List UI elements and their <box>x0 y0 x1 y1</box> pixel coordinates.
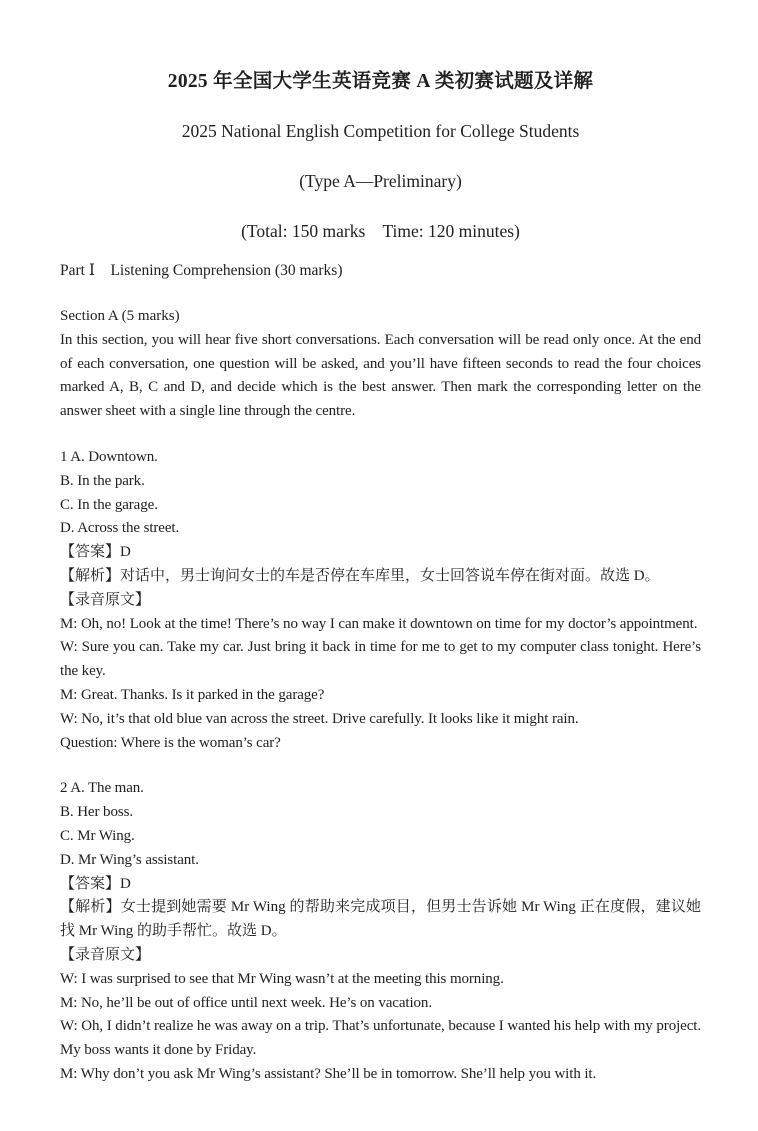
question-2-block <box>60 777 701 1086</box>
part-1-heading: Part Ⅰ Listening Comprehension (30 marks) <box>60 262 343 279</box>
question-2-option-c: C. Mr Wing. <box>60 827 135 844</box>
question-1-option-a: 1 A. Downtown. <box>60 448 158 465</box>
question-2-option-b: B. Her boss. <box>60 804 133 821</box>
transcript-line: M: Oh, no! Look at the time! There’s no way I can make it downtown on time for my doctor’s appointment. <box>60 615 698 632</box>
transcript-line: W: Sure you can. Take my car. Just bring it back in time for me to get to my computer class tonight. Here’s the key. <box>60 639 701 680</box>
document-subtitle: (Type A—Preliminary) <box>299 171 462 191</box>
transcript-line: M: No, he’ll be out of office until next week. He’s on vacation. <box>60 994 432 1011</box>
question-2-answer: 【答案】D <box>60 875 131 892</box>
question-2-analysis: 【解析】女士提到她需要 Mr Wing 的帮助来完成项目，但男士告诉她 Mr Wing 正在度假，建议她找 Mr Wing 的助手帮忙。故选 D。 <box>60 899 701 940</box>
question-2-option-a: 2 A. The man. <box>60 780 144 797</box>
question-1-option-b: B. In the park. <box>60 472 145 489</box>
document-title-english: 2025 National English Competition for College Students <box>181 121 580 141</box>
section-a-heading: Section A (5 marks) <box>60 308 180 324</box>
question-1-option-d: D. Across the street. <box>60 520 180 537</box>
question-1-answer: 【答案】D <box>60 544 131 561</box>
transcript-line: M: Why don’t you ask Mr Wing’s assistant? She’ll be in tomorrow. She’ll help you with it. <box>60 1065 597 1082</box>
transcript-line: W: Oh, I didn’t realize he was away on a trip. That’s unfortunate, because I wanted his help with my project. My boss wants it done by Friday. <box>60 1018 701 1059</box>
document-title-chinese: 2025 年全国大学生英语竞赛 A 类初赛试题及详解 <box>167 71 594 92</box>
transcript-line: W: No, it’s that old blue van across the street. Drive carefully. It looks like it might rain. <box>60 710 579 727</box>
question-1-transcript-label: 【录音原文】 <box>60 591 151 608</box>
question-2-transcript-label: 【录音原文】 <box>60 946 151 963</box>
transcript-line: W: I was surprised to see that Mr Wing wasn’t at the meeting this morning. <box>60 970 504 987</box>
question-1-block <box>60 446 701 755</box>
transcript-line: Question: Where is the woman’s car? <box>60 734 281 751</box>
question-2-option-d: D. Mr Wing’s assistant. <box>60 851 199 868</box>
question-1-option-c: C. In the garage. <box>60 496 158 513</box>
transcript-line: M: Great. Thanks. Is it parked in the garage? <box>60 686 325 703</box>
section-a-instructions: In this section, you will hear five short conversations. Each conversation will be read only once. At the end of each conversation, one question will be asked, and you’ll have fifteen seconds to read the four choices marked A, B, C and D, and decide which is the best answer. Then mark the corresponding letter on the answer sheet with a single line through the centre. <box>60 331 701 420</box>
question-1-analysis: 【解析】对话中，男士询问女士的车是否停在车库里，女士回答说车停在街对面。故选 D。 <box>60 567 660 584</box>
document-meta-marks-time: (Total: 150 marks Time: 120 minutes) <box>241 221 520 241</box>
